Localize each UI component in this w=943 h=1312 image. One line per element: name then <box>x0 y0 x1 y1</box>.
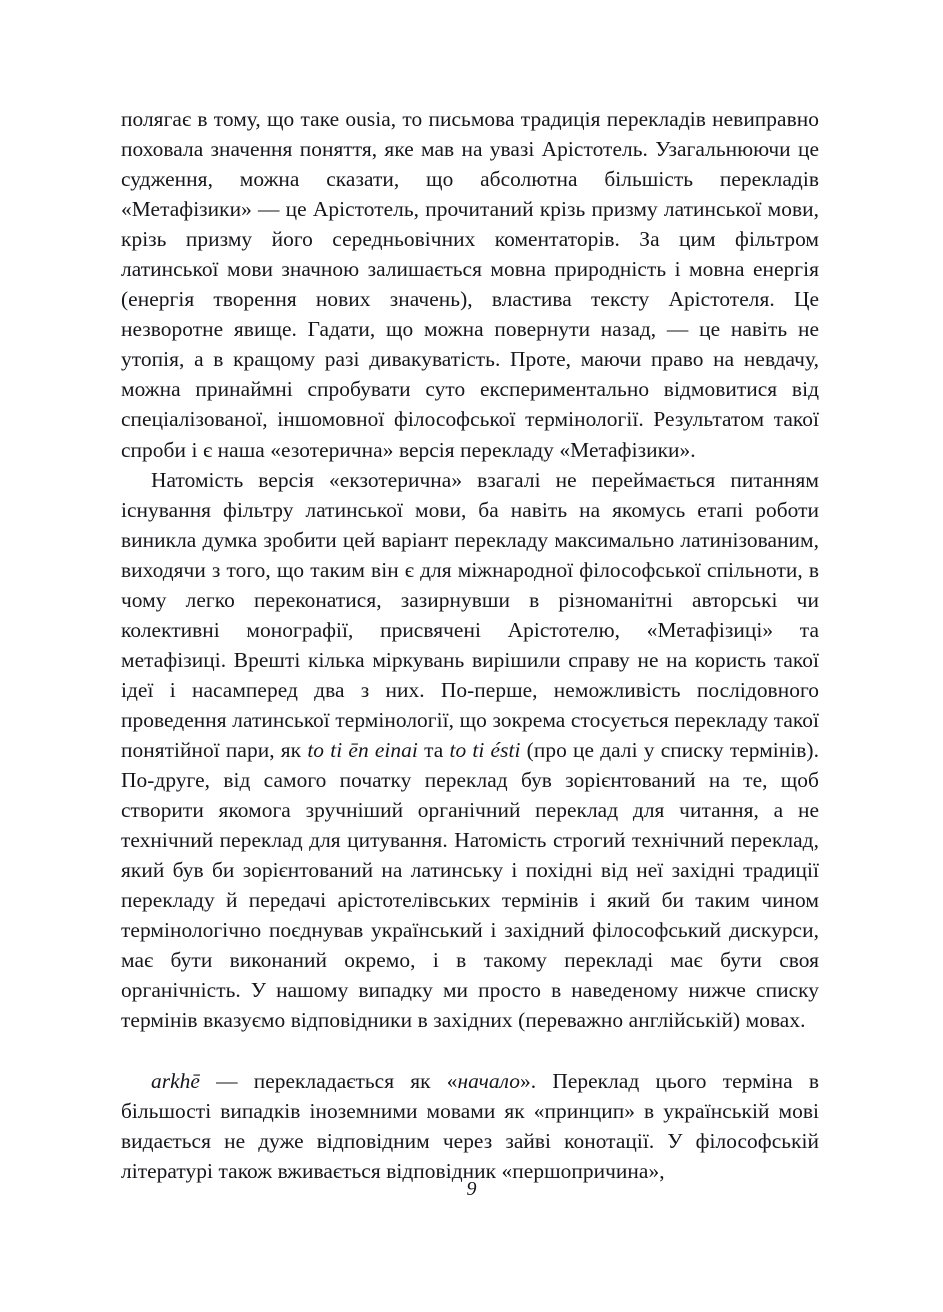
italic-term: to ti ésti <box>449 737 521 762</box>
page-number: 9 <box>466 1178 477 1200</box>
text-run: полягає в тому, що таке ousia, то письмова традиція перекладів невиправно поховала значення поняття, яке мав на увазі Арістотель. Узагальнюючи це судження, можна сказати, що абсолютна більшість перекладів «Метафізики» — це Арістотель, прочитаний крізь призму латинської мови, крізь призму його середньовічних коментаторів. За цим фільтром латинської мови значною залишається мовна природність і мовна енергія (енергія творення нових значень), властива тексту Арістотеля. Це незворотне явище. Гадати, що можна повернути назад, — це навіть не утопія, а в кращому разі дивакуватість. Проте, маючи право на невдачу, можна принаймні спробувати суто експериментально відмовитися від спеціалізованої, іншомовної філософської термінології. Результатом такої спроби і є наша «езотерична» версія перекладу «Метафізики». <box>121 107 819 462</box>
text-run: — перекладається як « <box>199 1068 458 1093</box>
paragraph-arkhe-entry <box>121 1066 819 1186</box>
text-run: ». Переклад цього терміна в більшості випадків іноземними мовами як «принцип» в українській мові видається не дуже відповідним через зайві конотації. У філософській літературі також вживається відповідник «першопричина», <box>121 1068 819 1183</box>
text-run: та <box>417 737 450 762</box>
italic-term: to ti ēn einai <box>307 737 418 762</box>
text-run: Натомість версія «екзотерична» взагалі не переймається питанням існування фільтру латинської мови, ба навіть на якомусь етапі роботи виникла думка зробити цей варіант перекладу максимально латинізованим, виходячи з того, що таким він є для міжнародної філософської спільноти, в чому легко переконатися, зазирнувши в різноманітні авторські чи колективні монографії, присвячені Арістотелю, «Метафізиці» та метафізиці. Врешті кілька міркувань вирішили справу не на користь такої ідеї і насамперед два з них. По-перше, неможливість послідовного проведення латинської термінології, що зокрема стосується перекладу такої понятійної пари, як <box>121 467 819 762</box>
italic-term: начало <box>457 1068 521 1093</box>
page-text-block <box>121 104 819 1186</box>
paragraph-ousia-continued <box>121 104 819 465</box>
text-run: (про це далі у списку термінів). По-друге, від самого початку переклад був зорієнтований на те, щоб створити якомога зручніший органічний переклад для читання, а не технічний переклад для цитування. Натомість строгий технічний переклад, який був би зорієнтований на латинську і похідні від неї західні традиції перекладу й передачі арістотелівських термінів і який би таким чином термінологічно поєднував український і західний філософський дискурси, має бути виконаний окремо, і в такому перекладі має бути своя органічність. У нашому випадку ми просто в наведеному нижче списку термінів вказуємо відповідники в західних (переважно англійській) мовах. <box>121 737 820 1033</box>
italic-term: arkhē <box>151 1068 200 1093</box>
paragraph-exoteric-version <box>121 465 819 1036</box>
